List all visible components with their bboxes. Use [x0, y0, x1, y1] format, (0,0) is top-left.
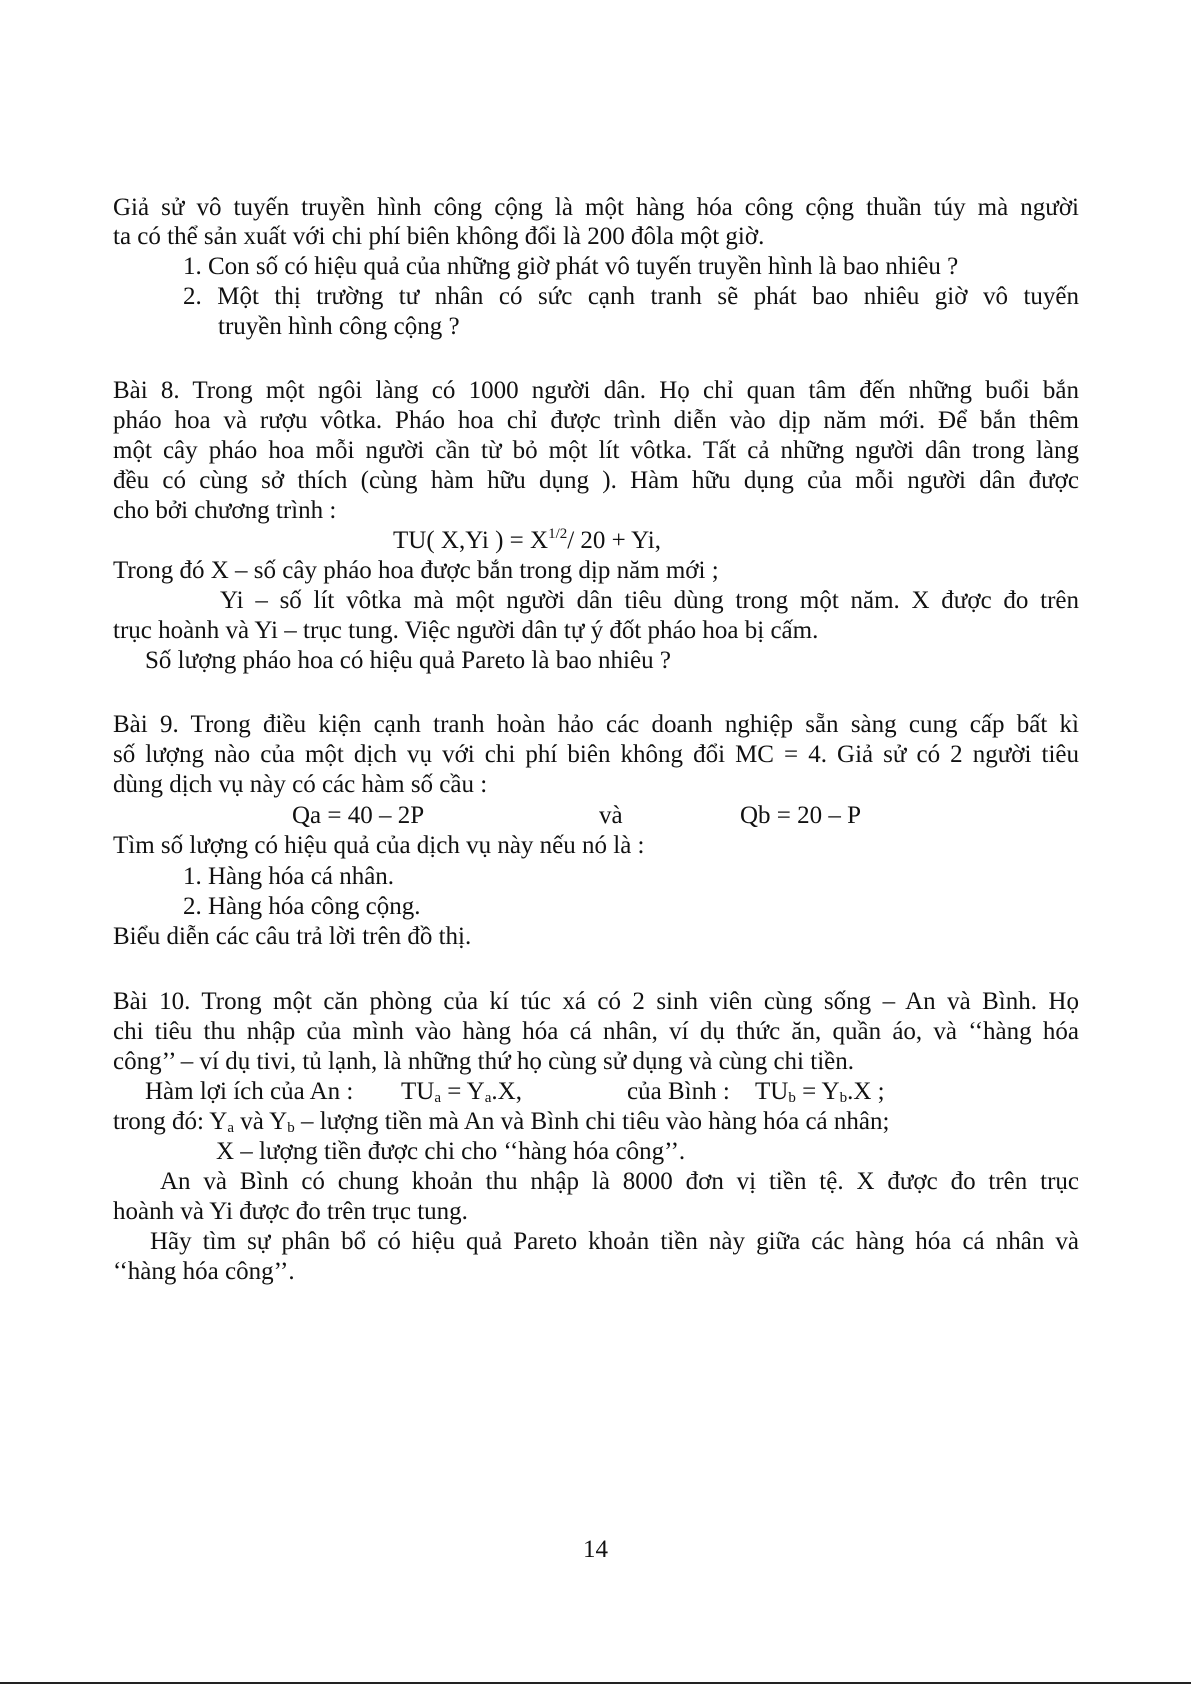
- bai8-line-1: Bài 8. Trong một ngôi làng có 1000 người dân. Họ chỉ quan tâm đến những buổi bắn: [113, 377, 1079, 404]
- bai8-line-7: Yi – số lít vôtka mà một người dân tiêu dùng trong một năm. X được đo trên: [220, 587, 1079, 614]
- text: trong đó: Y: [113, 1108, 228, 1135]
- bai8-line-3: một cây pháo hoa mỗi người cần từ bỏ một lít vôtka. Tất cả những người dân trong làng: [113, 437, 1079, 464]
- bai10-line-9: Hãy tìm sự phân bổ có hiệu quả Pareto khoản tiền này giữa các hàng hóa cá nhân và: [150, 1228, 1079, 1255]
- intro-line-2: ta có thể sản xuất với chi phí biên không đổi là 200 đôla một giờ.: [113, 223, 765, 250]
- times-x: .X ;: [847, 1078, 885, 1105]
- intro-question-1: 1. Con số có hiệu quả của những giờ phát vô tuyến truyền hình là bao nhiêu ?: [183, 253, 959, 280]
- bai10-line-8: hoành và Yi được đo trên trục tung.: [113, 1198, 468, 1225]
- subscript-a: a: [434, 1090, 441, 1106]
- bai8-line-2: pháo hoa và rượu vôtka. Pháo hoa chỉ được trình diễn vào dịp năm mới. Để bắn thêm: [113, 407, 1079, 434]
- bai9-demand-b: Qb = 20 – P: [740, 802, 862, 829]
- subscript-b: b: [287, 1120, 295, 1136]
- bai8-question: Số lượng pháo hoa có hiệu quả Pareto là bao nhiêu ?: [145, 647, 671, 674]
- bai8-line-5: cho bởi chương trình :: [113, 497, 337, 524]
- text: – lượng tiền mà An và Bình chi tiêu vào hàng hóa cá nhân;: [294, 1108, 890, 1135]
- bai9-line-1: Bài 9. Trong điều kiện cạnh tranh hoàn hảo các doanh nghiệp sẵn sàng cung cấp bất kì: [113, 711, 1079, 738]
- bottom-rule: [0, 1682, 1191, 1684]
- bai10-line-6: X – lượng tiền được chi cho ‘‘hàng hóa công’’.: [216, 1138, 686, 1165]
- bai8-line-8: trục hoành và Yi – trục tung. Việc người dân tự ý đốt pháo hoa bị cấm.: [113, 617, 819, 644]
- subscript-a: a: [227, 1120, 235, 1136]
- bai9-and: và: [599, 802, 623, 829]
- page-number: 14: [583, 1536, 608, 1563]
- tu-symbol: TU: [755, 1078, 789, 1105]
- intro-line-1: Giả sử vô tuyến truyền hình công cộng là một hàng hóa công cộng thuần túy mà người: [113, 194, 1079, 221]
- bai8-utility-formula: [393, 526, 661, 556]
- bai8-line-4: đều có cùng sở thích (cùng hàm hữu dụng ). Hàm hữu dụng của mỗi người dân được: [113, 467, 1079, 494]
- equals-y: = Y: [795, 1078, 840, 1105]
- formula-left: TU( X,Yi ) = X: [393, 527, 549, 554]
- subscript-b: b: [839, 1090, 848, 1106]
- equals-y: = Y: [441, 1078, 485, 1105]
- bai10-binh-label: của Bình :: [627, 1078, 730, 1105]
- bai10-line-10: ‘‘hàng hóa công’’.: [113, 1258, 295, 1285]
- subscript-a: a: [484, 1090, 492, 1106]
- bai10-line-2: chi tiêu thu nhập của mình vào hàng hóa cá nhân, ví dụ thức ăn, quần áo, và ‘‘hàng hóa: [113, 1018, 1079, 1045]
- text: và Y: [234, 1108, 288, 1135]
- bai10-line-7: An và Bình có chung khoản thu nhập là 8000 đơn vị tiền tệ. X được đo trên trục: [160, 1168, 1079, 1195]
- times-x: .X,: [491, 1078, 522, 1105]
- intro-question-2-cont: truyền hình công cộng ?: [218, 313, 460, 340]
- intro-question-2: 2. Một thị trường tư nhân có sức cạnh tranh sẽ phát bao nhiêu giờ vô tuyến: [183, 283, 1079, 310]
- bai10-line-5: [113, 1107, 889, 1137]
- bai9-line-2: số lượng nào của một dịch vụ với chi phí biên không đổi MC = 4. Giả sử có 2 người tiêu: [113, 741, 1079, 768]
- formula-right: / 20 + Yi,: [567, 527, 661, 554]
- bai9-item-2: 2. Hàng hóa công cộng.: [183, 893, 421, 920]
- tu-symbol: TU: [401, 1078, 435, 1105]
- bai10-line-3: công’’ – ví dụ tivi, tủ lạnh, là những thứ họ cùng sử dụng và cùng chi tiền.: [113, 1048, 854, 1075]
- bai9-item-1: 1. Hàng hóa cá nhân.: [183, 863, 395, 890]
- bai9-demand-a: Qa = 40 – 2P: [292, 802, 425, 829]
- bai9-line-5: Biểu diễn các câu trả lời trên đồ thị.: [113, 923, 472, 950]
- bai9-line-3: dùng dịch vụ này có các hàm số cầu :: [113, 771, 488, 798]
- formula-exponent: 1/2: [548, 526, 568, 542]
- bai9-line-4: Tìm số lượng có hiệu quả của dịch vụ này nếu nó là :: [113, 832, 645, 859]
- bai10-binh-utility: [755, 1077, 885, 1107]
- bai8-line-6: Trong đó X – số cây pháo hoa được bắn trong dịp năm mới ;: [113, 557, 719, 584]
- bai10-an-utility: [401, 1077, 522, 1107]
- bai10-an-label: Hàm lợi ích của An :: [145, 1078, 354, 1105]
- bai10-line-1: Bài 10. Trong một căn phòng của kí túc xá có 2 sinh viên cùng sống – An và Bình. Họ: [113, 988, 1079, 1015]
- subscript-b: b: [788, 1090, 796, 1106]
